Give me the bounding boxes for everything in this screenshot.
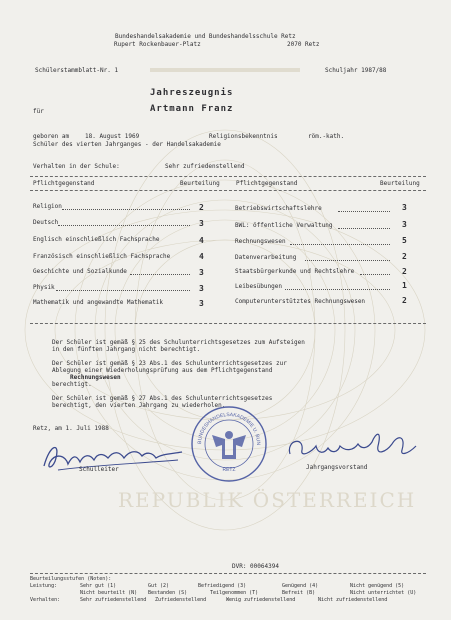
school-name: Bundeshandelsakademie und Bundeshandelsschule Retz	[115, 33, 296, 40]
col-grade-left: Beurteilung	[180, 180, 220, 187]
remark-reexam-subject: Rechnungswesen	[70, 374, 121, 381]
teacher-label: Jahrgangsvorstand	[306, 464, 368, 471]
legend-grade-s: Bestanden (S)	[148, 590, 188, 596]
dot-leader	[338, 211, 390, 212]
grade-value: 3	[199, 219, 204, 228]
legend-top-rule	[30, 573, 426, 574]
grade-value: 2	[402, 267, 407, 276]
subject-name: Rechnungswesen	[235, 238, 286, 245]
table-header-rule	[30, 190, 426, 191]
school-street: Rupert Rockenbauer-Platz	[114, 41, 201, 48]
legend-grade-b: Befreit (B)	[282, 590, 316, 596]
conduct-label: Verhalten in der Schule:	[33, 163, 120, 170]
register-number: Schülerstammblatt-Nr. 1	[35, 67, 119, 74]
legend-conduct-2: Zufriedenstellend	[155, 597, 207, 603]
legend-conduct-label: Verhalten:	[30, 597, 61, 603]
dot-leader	[290, 244, 390, 245]
remark-repeat-line2: berechtigt, den vierten Jahrgang zu wiederholen.	[52, 402, 226, 409]
principal-label: Schulleiter	[79, 466, 119, 473]
col-subject-left: Pflichtgegenstand	[33, 180, 95, 187]
seal-city: RETZ	[222, 467, 236, 473]
subject-name: BWL: öffentliche Verwaltung	[235, 222, 333, 229]
subject-name: Mathematik und angewandte Mathematik	[33, 299, 164, 306]
col-grade-right: Beurteilung	[380, 180, 420, 187]
grade-value: 3	[402, 220, 407, 229]
class-text: Schüler des vierten Jahrganges - der Handelsakademie	[33, 141, 221, 148]
dot-leader	[62, 209, 190, 210]
table-bottom-rule	[30, 323, 426, 324]
legend-conduct-4: Nicht zufriedenstellend	[318, 597, 388, 603]
dot-leader	[130, 274, 190, 275]
remark-promotion-line1: Der Schüler ist gemäß § 25 des Schulunterrichtsgesetzes zum Aufsteigen	[52, 339, 305, 346]
subject-name: Leibesübungen	[235, 283, 282, 290]
legend-conduct-3: Wenig zufriedenstellend	[226, 597, 296, 603]
legend-conduct-1: Sehr zufriedenstellend	[80, 597, 147, 603]
grade-value: 4	[199, 252, 204, 261]
legend-performance-label: Leistung:	[30, 583, 58, 589]
dot-leader	[338, 228, 390, 229]
religion-value: röm.-kath.	[308, 133, 345, 140]
legend-grade-5: Nicht genügend (5)	[350, 583, 405, 589]
subject-name: Staatsbürgerkunde und Rechtslehre	[235, 268, 355, 275]
remark-reexam-line1: Der Schüler ist gemäß § 23 Abs.1 des Schulunterrichtsgesetzes zur	[52, 360, 287, 367]
document-title: Jahreszeugnis	[150, 88, 234, 98]
legend-grade-t: Teilgenommen (T)	[210, 590, 259, 596]
dot-leader	[360, 274, 390, 275]
remark-reexam-line4: berechtigt.	[52, 381, 92, 388]
official-seal	[190, 405, 268, 483]
legend-grade-2: Gut (2)	[148, 583, 170, 589]
dot-leader	[58, 225, 190, 226]
legend-grade-1: Sehr gut (1)	[80, 583, 117, 589]
remark-reexam-line2: Ablegung einer Wiederholungsprüfung aus dem Pflichtgegenstand	[52, 367, 273, 374]
student-name: Artmann Franz	[150, 104, 234, 114]
subject-name: Deutsch	[33, 219, 59, 226]
dot-leader	[56, 290, 190, 291]
grade-value: 2	[402, 296, 407, 305]
subject-name: Geschichte und Sozialkunde	[33, 268, 127, 275]
conduct-value: Sehr zufriedenstellend	[165, 163, 245, 170]
eagle-emblem	[212, 431, 246, 459]
remark-repeat-line1: Der Schüler ist gemäß § 27 Abs.1 des Schulunterrichtsgesetzes	[52, 395, 273, 402]
grade-value: 5	[402, 236, 407, 245]
place-date: Retz, am 1. Juli 1988	[33, 425, 109, 432]
school-city: 2070 Retz	[287, 41, 320, 48]
subject-name: Datenverarbeitung	[235, 254, 297, 261]
subject-name: Religion	[33, 203, 62, 210]
grade-value: 2	[199, 203, 204, 212]
subject-name: Physik	[33, 284, 55, 291]
grade-value: 3	[199, 284, 204, 293]
subject-name: Französisch einschließlich Fachsprache	[33, 253, 171, 260]
grade-value: 3	[402, 203, 407, 212]
dvr-number: DVR: 00064394	[232, 563, 279, 570]
legend-grade-3: Befriedigend (3)	[198, 583, 247, 589]
born-label: geboren am	[33, 133, 70, 140]
subject-name: Betriebswirtschaftslehre	[235, 205, 322, 212]
table-top-rule	[30, 176, 426, 177]
dot-leader	[285, 289, 390, 290]
grade-value: 4	[199, 236, 204, 245]
grade-value: 3	[199, 299, 204, 308]
legend-title: Beurteilungsstufen (Noten):	[30, 576, 112, 582]
religion-label: Religionsbekenntnis	[209, 133, 278, 140]
legend-grade-u: Nicht unterrichtet (U)	[350, 590, 417, 596]
grade-value: 2	[402, 252, 407, 261]
subject-name: Computerunterstütztes Rechnungswesen	[235, 298, 366, 305]
legend-grade-n: Nicht beurteilt (N)	[80, 590, 138, 596]
legend-grade-4: Genügend (4)	[282, 583, 319, 589]
school-year: Schuljahr 1987/88	[325, 67, 387, 74]
seal-text: BUNDESHANDELSAKADEMIE U. BUN	[196, 411, 262, 446]
subject-name: Englisch einschließlich Fachsprache	[33, 236, 160, 243]
remark-promotion-line2: in den fünften Jahrgang nicht berechtigt.	[52, 346, 201, 353]
grade-value: 3	[199, 268, 204, 277]
for-label: für	[33, 108, 44, 115]
teacher-signature	[282, 426, 422, 466]
svg-text:BUNDESHANDELSAKADEMIE U. BUNDE	[190, 405, 261, 446]
col-subject-right: Pflichtgegenstand	[236, 180, 298, 187]
dot-leader	[305, 260, 390, 261]
watermark-text: REPUBLIK ÖSTERREICH	[118, 488, 417, 512]
grade-value: 1	[402, 281, 407, 290]
birthdate: 18. August 1969	[85, 133, 140, 140]
